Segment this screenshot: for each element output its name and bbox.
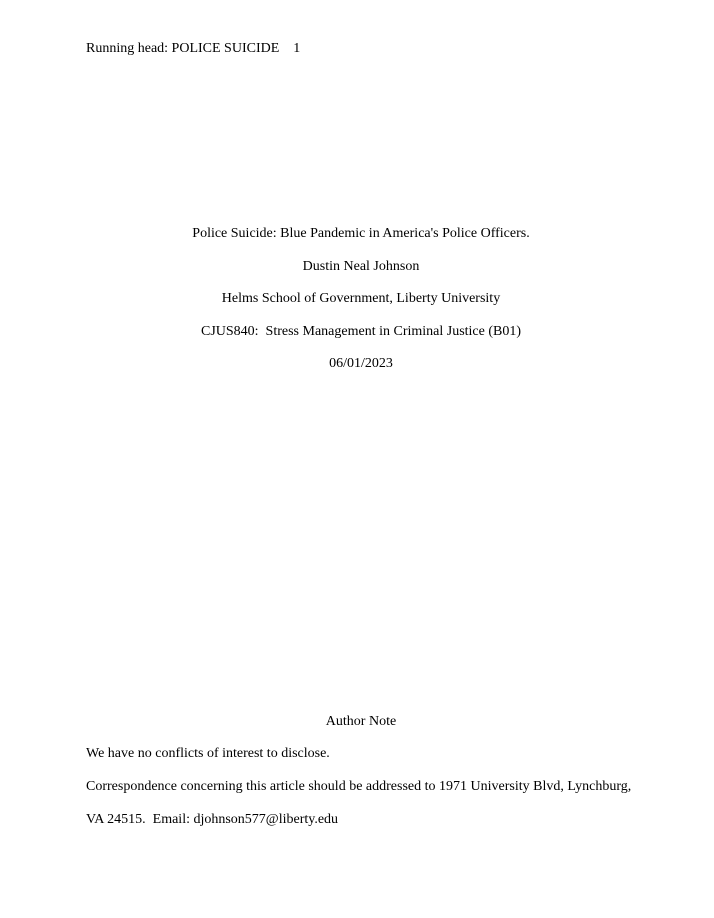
correspondence-line-2: VA 24515. Email: djohnson577@liberty.edu <box>86 812 339 827</box>
correspondence-line-1: Correspondence concerning this article should be addressed to 1971 University Blvd, Lynchburg, <box>86 779 632 794</box>
course-name: CJUS840: Stress Management in Criminal Justice (B01) <box>200 324 522 339</box>
running-head-text: Running head: POLICE SUICIDE <box>86 41 280 56</box>
paper-title: Police Suicide: Blue Pandemic in America's Police Officers. <box>192 226 530 241</box>
page-number: 1 <box>293 41 301 56</box>
author-name: Dustin Neal Johnson <box>302 259 420 274</box>
running-head <box>86 42 300 56</box>
conflicts-statement: We have no conflicts of interest to disclose. <box>86 746 330 761</box>
author-note-heading: Author Note <box>325 714 397 729</box>
institutional-affiliation: Helms School of Government, Liberty University <box>221 291 501 306</box>
submission-date: 06/01/2023 <box>329 356 393 371</box>
